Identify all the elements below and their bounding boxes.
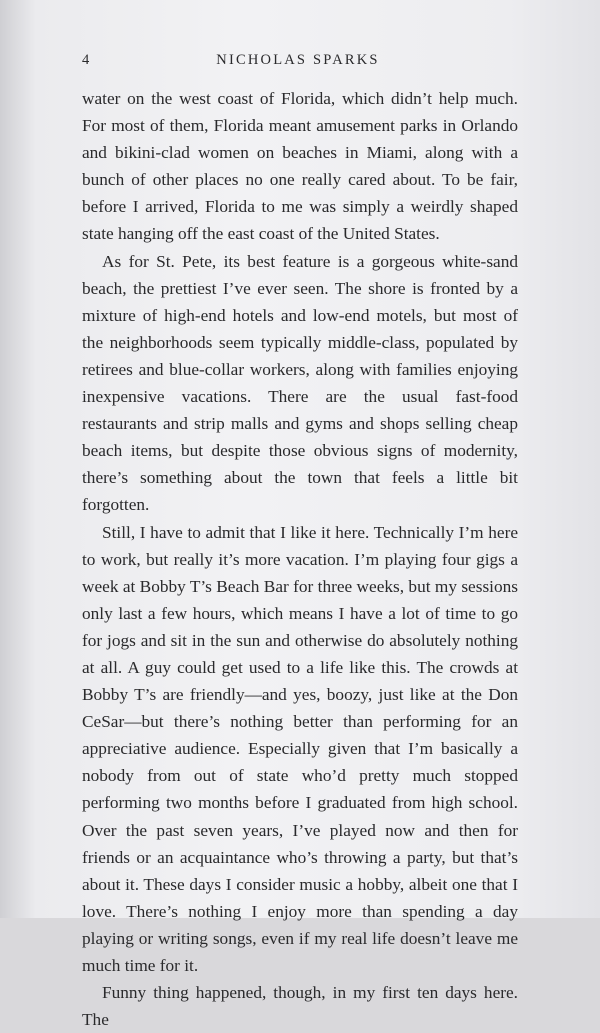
- paragraph-st-pete: As for St. Pete, its best feature is a gorgeous white-sand beach, the prettiest I’ve ever seen. The shore is fronted by a mixture of high-end hotels and low-end motels, but most of the neighborhoods seem typically middle-class, populated by retirees and blue-collar workers, along with families enjoying inexpensive vacations. There are the usual fast-food restaurants and strip malls and gyms and shops selling cheap beach items, but despite those obvious signs of modernity, there’s something about the town that feels a little bit forgotten.: [82, 251, 518, 515]
- paragraph-continued: water on the west coast of Florida, which didn’t help much. For most of them, Florida meant amusement parks in Orlando and bikini-clad women on beaches in Miami, along with a bunch of other places no one really cared about. To be fair, before I arrived, Florida to me was simply a weirdly shaped state hanging off the east coast of the United States.: [82, 89, 518, 244]
- paragraph-funny-thing: Funny thing happened, though, in my first ten days here. The: [82, 983, 518, 1030]
- paragraph-still: Still, I have to admit that I like it here. Technically I’m here to work, but really it’s more vacation. I’m playing four gigs a week at Bobby T’s Beach Bar for three weeks, but my sessions only last a few hours, which means I have a lot of time to go for jogs and sit in the sun and otherwise do absolutely nothing at all. A guy could get used to a life like this. The crowds at Bobby T’s are friendly—and yes, boozy, just like at the Don CeSar—but there’s nothing better than performing for an appreciative audience. Especially given that I’m basically a nobody from out of state who’d pretty much stopped performing two months before I graduated from high school. Over the past seven years, I’ve played now and then for friends or an acquaintance who’s throwing a party, but that’s about it. These days I consider music a hobby, albeit one that I love. There’s nothing I enjoy more than spending a day playing or writing songs, even if my real life doesn’t leave me much time for it.: [82, 522, 518, 975]
- running-head: [82, 52, 514, 76]
- author-name: NICHOLAS SPARKS: [216, 52, 380, 68]
- body-text: [82, 85, 518, 1033]
- page-number: 4: [82, 52, 90, 68]
